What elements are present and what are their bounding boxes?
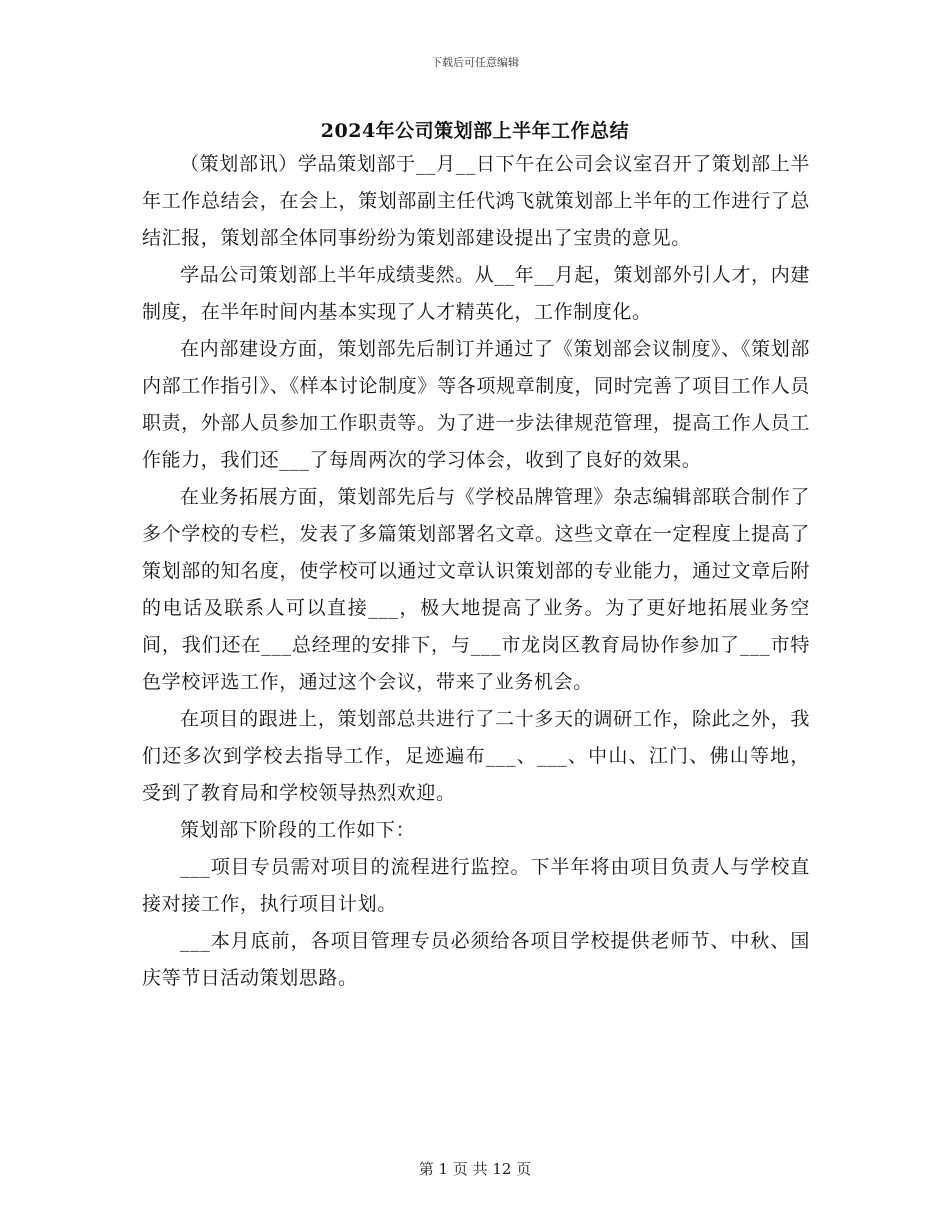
paragraph: ___项目专员需对项目的流程进行监控。下半年将由项目负责人与学校直接对接工作，执行项目计划。: [142, 856, 810, 915]
paragraph: 在业务拓展方面，策划部先后与《学校品牌管理》杂志编辑部联合制作了多个学校的专栏，发表了多篇策划部署名文章。这些文章在一定程度上提高了策划部的知名度，使学校可以通过文章认识策划部的专业能力，通过文章后附的电话及联系人可以直接___，极大地提高了业务。为了更好地拓展业务空间，我们还在___总经理的安排下，与___市龙岗区教育局协作参加了___市特色学校评选工作，通过这个会议，带来了业务机会。: [142, 486, 810, 693]
document-title: 2024年公司策划部上半年工作总结: [320, 120, 630, 142]
paragraph: 在内部建设方面，策划部先后制订并通过了《策划部会议制度》、《策划部内部工作指引》、《样本讨论制度》等各项规章制度，同时完善了项目工作人员职责，外部人员参加工作职责等。为了进一步法律规范管理，提高工作人员工作能力，我们还___了每周两次的学习体会，收到了良好的效果。: [142, 338, 810, 471]
paragraph: 在项目的跟进上，策划部总共进行了二十多天的调研工作，除此之外，我们还多次到学校去指导工作，足迹遍布___、___、中山、江门、佛山等地，受到了教育局和学校领导热烈欢迎。: [142, 708, 810, 804]
paragraph: ___本月底前，各项目管理专员必须给各项目学校提供老师节、中秋、国庆等节日活动策划思路。: [142, 930, 810, 989]
page-number: 第 1 页 共 12 页: [418, 1160, 532, 1178]
paragraph: （策划部讯）学品策划部于__月__日下午在公司会议室召开了策划部上半年工作总结会，在会上，策划部副主任代鸿飞就策划部上半年的工作进行了总结汇报，策划部全体同事纷纷为策划部建设提出了宝贵的意见。: [142, 153, 810, 249]
paragraph: 学品公司策划部上半年成绩斐然。从__年__月起，策划部外引人才，内建制度，在半年时间内基本实现了人才精英化，工作制度化。: [142, 264, 810, 323]
paragraph: 策划部下阶段的工作如下：: [180, 819, 416, 841]
header-note: 下载后可任意编辑: [431, 56, 519, 69]
document-body: [142, 146, 810, 997]
